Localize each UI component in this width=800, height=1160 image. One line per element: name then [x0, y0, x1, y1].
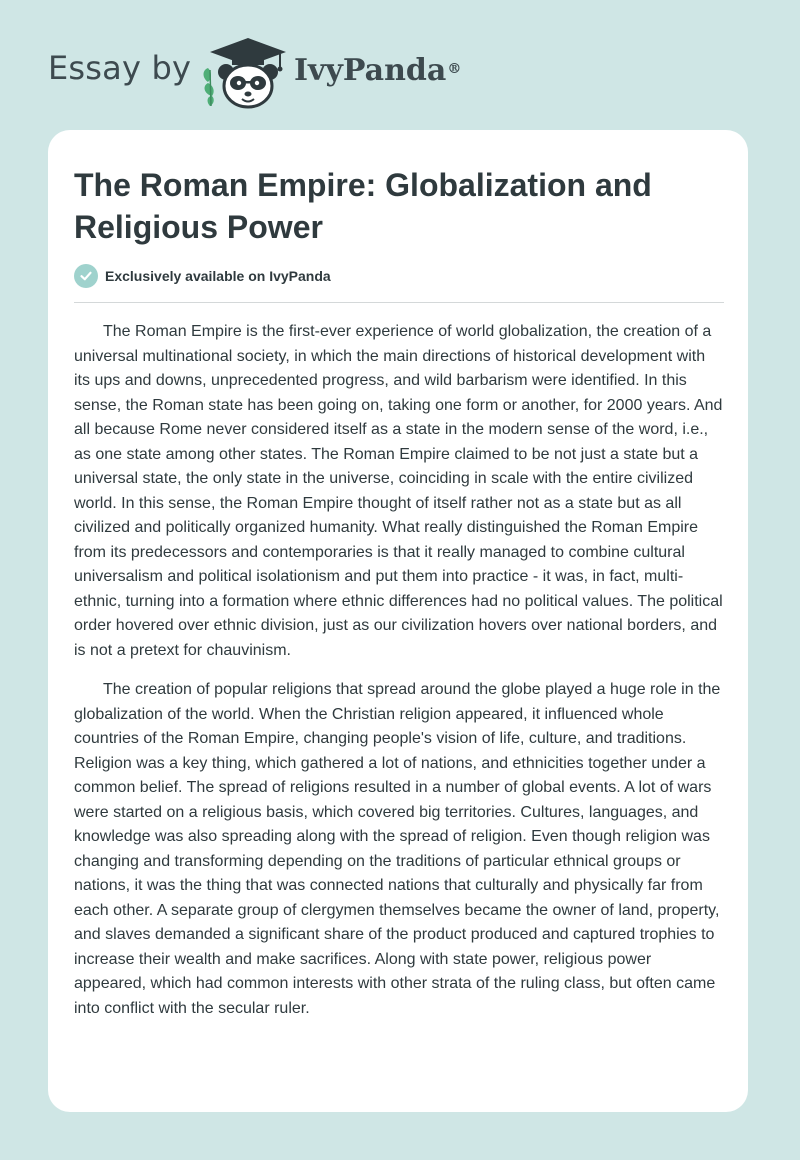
brand-text: IvyPanda [294, 53, 447, 88]
essay-title: The Roman Empire: Globalization and Religious Power [74, 167, 652, 245]
essay-paragraph: The creation of popular religions that spread around the globe played a huge role in the globalization of the world. When the Christian religion appeared, it influenced whole countries of the Roman Empire, changing people's vision of life, culture, and traditions. Religion was a key thing, which gathered a lot of nations, and ethnicities together under a common belief. The spread of religions resulted in a number of global events. A lot of wars were started on a religious basis, which covered big territories. Cultures, languages, and knowledge was also spreading along with the spread of religion. Even though religion was changing and transforming depending on the traditions of particular ethnical groups or nations, it was the thing that was connected nations that culturally and physically far from each other. A separate group of clergymen themselves became the owner of land, property, and slaves demanded a significant share of the product produced and captured trophies to increase their wealth and make sacrifices. Along with state power, religious power appeared, which had common interests with other strata of the ruling class, but often came into conflict with the secular ruler. [74, 681, 721, 1017]
essay-body [74, 320, 724, 1036]
essay-by-label: Essay by [48, 49, 192, 87]
essay-card [48, 130, 748, 1112]
checkmark-icon [74, 264, 98, 288]
exclusive-badge [74, 264, 331, 288]
site-header [0, 0, 800, 130]
ivypanda-panda-logo-icon[interactable] [198, 36, 290, 110]
exclusive-badge-label: Exclusively available on IvyPanda [105, 268, 331, 284]
title-divider [74, 302, 724, 303]
essay-paragraph: The Roman Empire is the first-ever experience of world globalization, the creation of a universal multinational society, in which the main directions of historical development with its ups and downs, unprecedented progress, and wild barbarism were identified. In this sense, the Roman state has been going on, taking one form or another, for 2000 years. And all because Rome never considered itself as a state in the modern sense of the word, i.e., as one state among other states. The Roman Empire claimed to be not just a state but a universal state, the only state in the universe, coinciding in scale with the entire civilized world. In this sense, the Roman Empire thought of itself rather not as a state but as all civilized and politically organized humanity. What really distinguished the Roman Empire from its predecessors and contemporaries is that it really managed to combine cultural universalism and political isolationism and put them into practice - it was, in fact, multi-ethnic, turning into a formation where ethnic differences had no political values. The political order hovered over ethnic division, just as our civilization hovers over national borders, and is not a pretext for chauvinism. [74, 323, 723, 659]
ivypanda-brand-name[interactable] [294, 51, 461, 91]
registered-mark: ® [447, 61, 462, 77]
